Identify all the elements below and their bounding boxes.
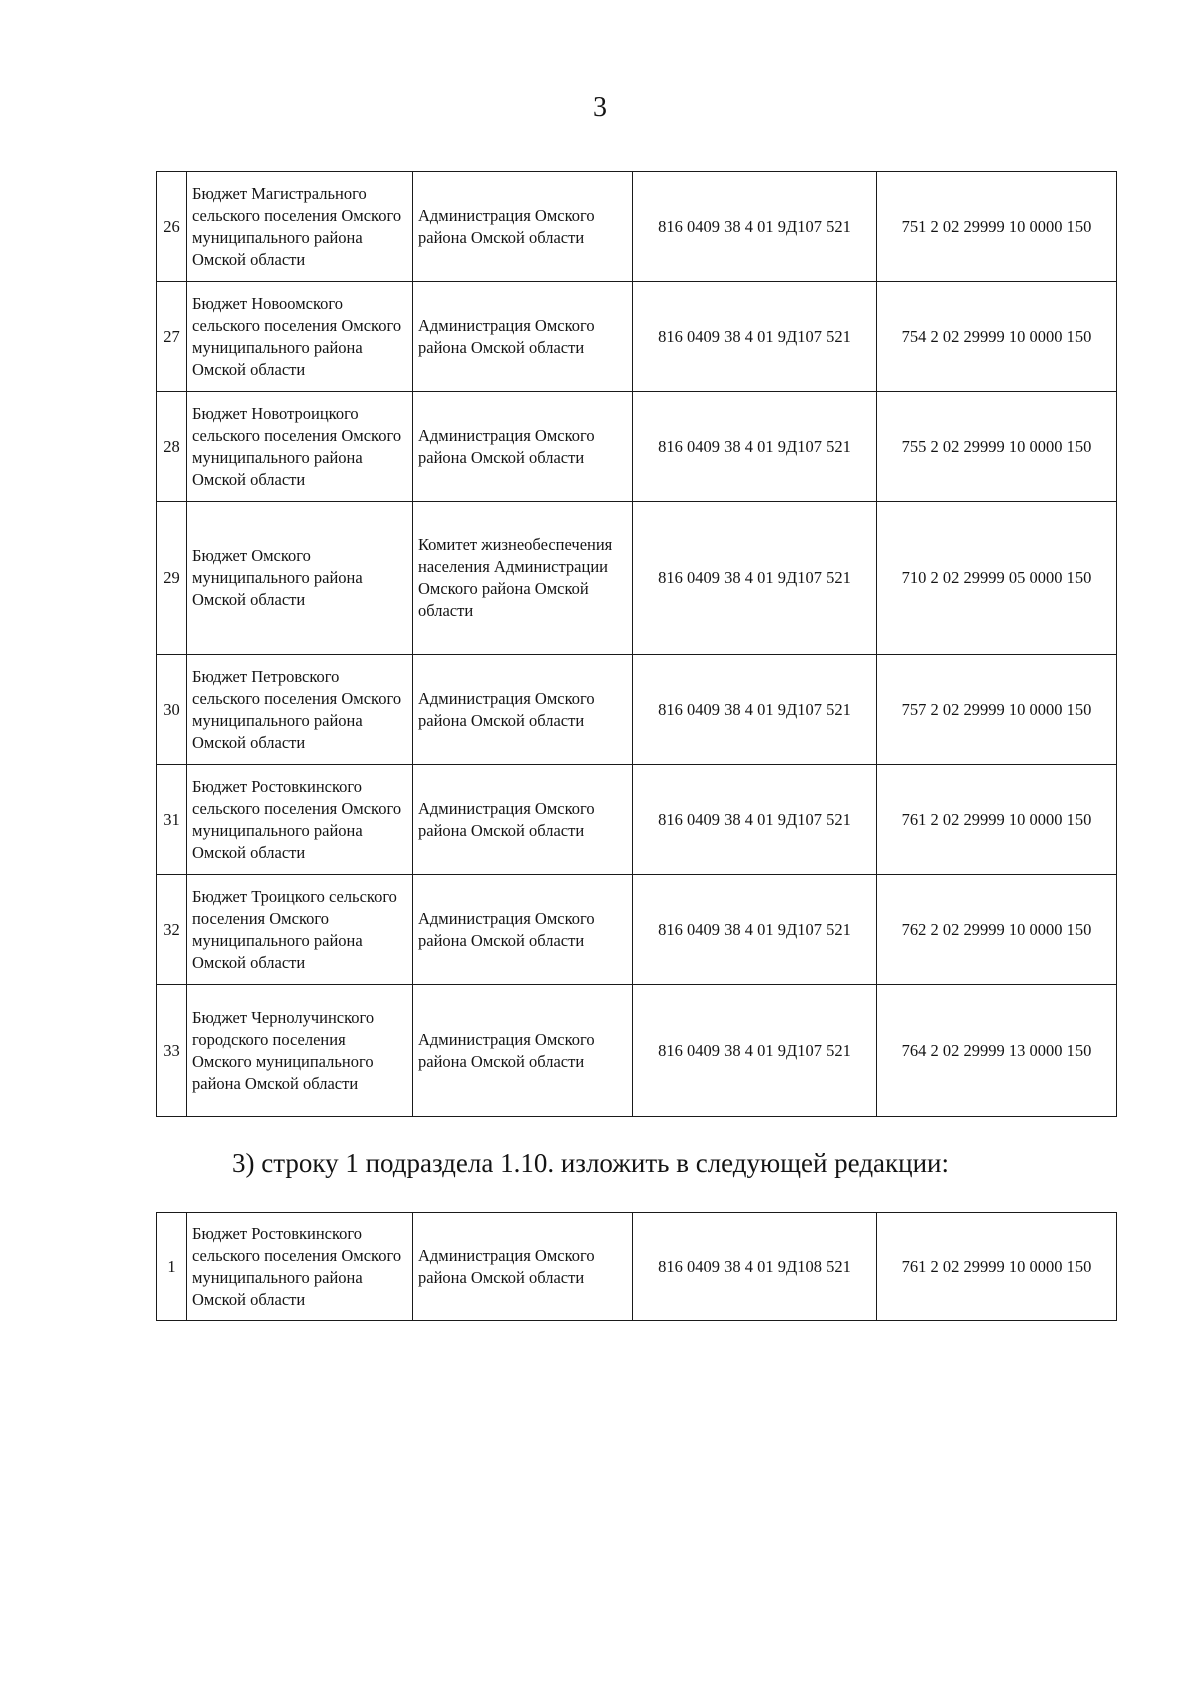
table-row xyxy=(157,875,1117,985)
kbk-cell: 816 0409 38 4 01 9Д107 521 xyxy=(633,282,877,392)
row-number: 31 xyxy=(157,765,187,875)
administrator-cell: Администрация Омского района Омской области xyxy=(413,1213,633,1321)
table-row xyxy=(157,765,1117,875)
budget-name-cell: Бюджет Новоомского сельского поселения Омского муниципального района Омской области xyxy=(187,282,413,392)
kbk-cell: 816 0409 38 4 01 9Д107 521 xyxy=(633,392,877,502)
row-number: 26 xyxy=(157,172,187,282)
table-row xyxy=(157,655,1117,765)
administrator-cell: Комитет жизнеобеспечения населения Администрации Омского района Омской области xyxy=(413,502,633,655)
amendment-text: 3) строку 1 подраздела 1.10. изложить в следующей редакции: xyxy=(232,1148,950,1178)
income-code-cell: 764 2 02 29999 13 0000 150 xyxy=(877,985,1117,1117)
budget-table xyxy=(156,171,1117,1117)
amendment-table xyxy=(156,1212,1117,1321)
income-code-cell: 754 2 02 29999 10 0000 150 xyxy=(877,282,1117,392)
administrator-cell: Администрация Омского района Омской области xyxy=(413,172,633,282)
kbk-cell: 816 0409 38 4 01 9Д107 521 xyxy=(633,172,877,282)
row-number: 29 xyxy=(157,502,187,655)
income-code-cell: 761 2 02 29999 10 0000 150 xyxy=(877,765,1117,875)
budget-name-cell: Бюджет Ростовкинского сельского поселения Омского муниципального района Омской области xyxy=(187,765,413,875)
kbk-cell: 816 0409 38 4 01 9Д107 521 xyxy=(633,765,877,875)
table-row xyxy=(157,172,1117,282)
income-code-cell: 762 2 02 29999 10 0000 150 xyxy=(877,875,1117,985)
page-number: 3 xyxy=(593,92,607,123)
row-number: 32 xyxy=(157,875,187,985)
table-row xyxy=(157,985,1117,1117)
kbk-cell: 816 0409 38 4 01 9Д107 521 xyxy=(633,985,877,1117)
kbk-cell: 816 0409 38 4 01 9Д107 521 xyxy=(633,502,877,655)
budget-name-cell: Бюджет Чернолучинского городского поселения Омского муниципального района Омской области xyxy=(187,985,413,1117)
budget-name-cell: Бюджет Петровского сельского поселения Омского муниципального района Омской области xyxy=(187,655,413,765)
budget-name-cell: Бюджет Ростовкинского сельского поселения Омского муниципального района Омской области xyxy=(187,1213,413,1321)
row-number: 1 xyxy=(157,1213,187,1321)
budget-name-cell: Бюджет Новотроицкого сельского поселения Омского муниципального района Омской области xyxy=(187,392,413,502)
income-code-cell: 757 2 02 29999 10 0000 150 xyxy=(877,655,1117,765)
income-code-cell: 710 2 02 29999 05 0000 150 xyxy=(877,502,1117,655)
table-row xyxy=(157,502,1117,655)
administrator-cell: Администрация Омского района Омской области xyxy=(413,875,633,985)
row-number: 30 xyxy=(157,655,187,765)
administrator-cell: Администрация Омского района Омской области xyxy=(413,765,633,875)
table-row xyxy=(157,282,1117,392)
table-row xyxy=(157,392,1117,502)
budget-name-cell: Бюджет Магистрального сельского поселения Омского муниципального района Омской области xyxy=(187,172,413,282)
row-number: 33 xyxy=(157,985,187,1117)
administrator-cell: Администрация Омского района Омской области xyxy=(413,282,633,392)
budget-name-cell: Бюджет Троицкого сельского поселения Омского муниципального района Омской области xyxy=(187,875,413,985)
income-code-cell: 751 2 02 29999 10 0000 150 xyxy=(877,172,1117,282)
kbk-cell: 816 0409 38 4 01 9Д107 521 xyxy=(633,875,877,985)
kbk-cell: 816 0409 38 4 01 9Д108 521 xyxy=(633,1213,877,1321)
administrator-cell: Администрация Омского района Омской области xyxy=(413,985,633,1117)
administrator-cell: Администрация Омского района Омской области xyxy=(413,655,633,765)
kbk-cell: 816 0409 38 4 01 9Д107 521 xyxy=(633,655,877,765)
administrator-cell: Администрация Омского района Омской области xyxy=(413,392,633,502)
income-code-cell: 755 2 02 29999 10 0000 150 xyxy=(877,392,1117,502)
table-row xyxy=(157,1213,1117,1321)
row-number: 28 xyxy=(157,392,187,502)
budget-name-cell: Бюджет Омского муниципального района Омской области xyxy=(187,502,413,655)
row-number: 27 xyxy=(157,282,187,392)
income-code-cell: 761 2 02 29999 10 0000 150 xyxy=(877,1213,1117,1321)
